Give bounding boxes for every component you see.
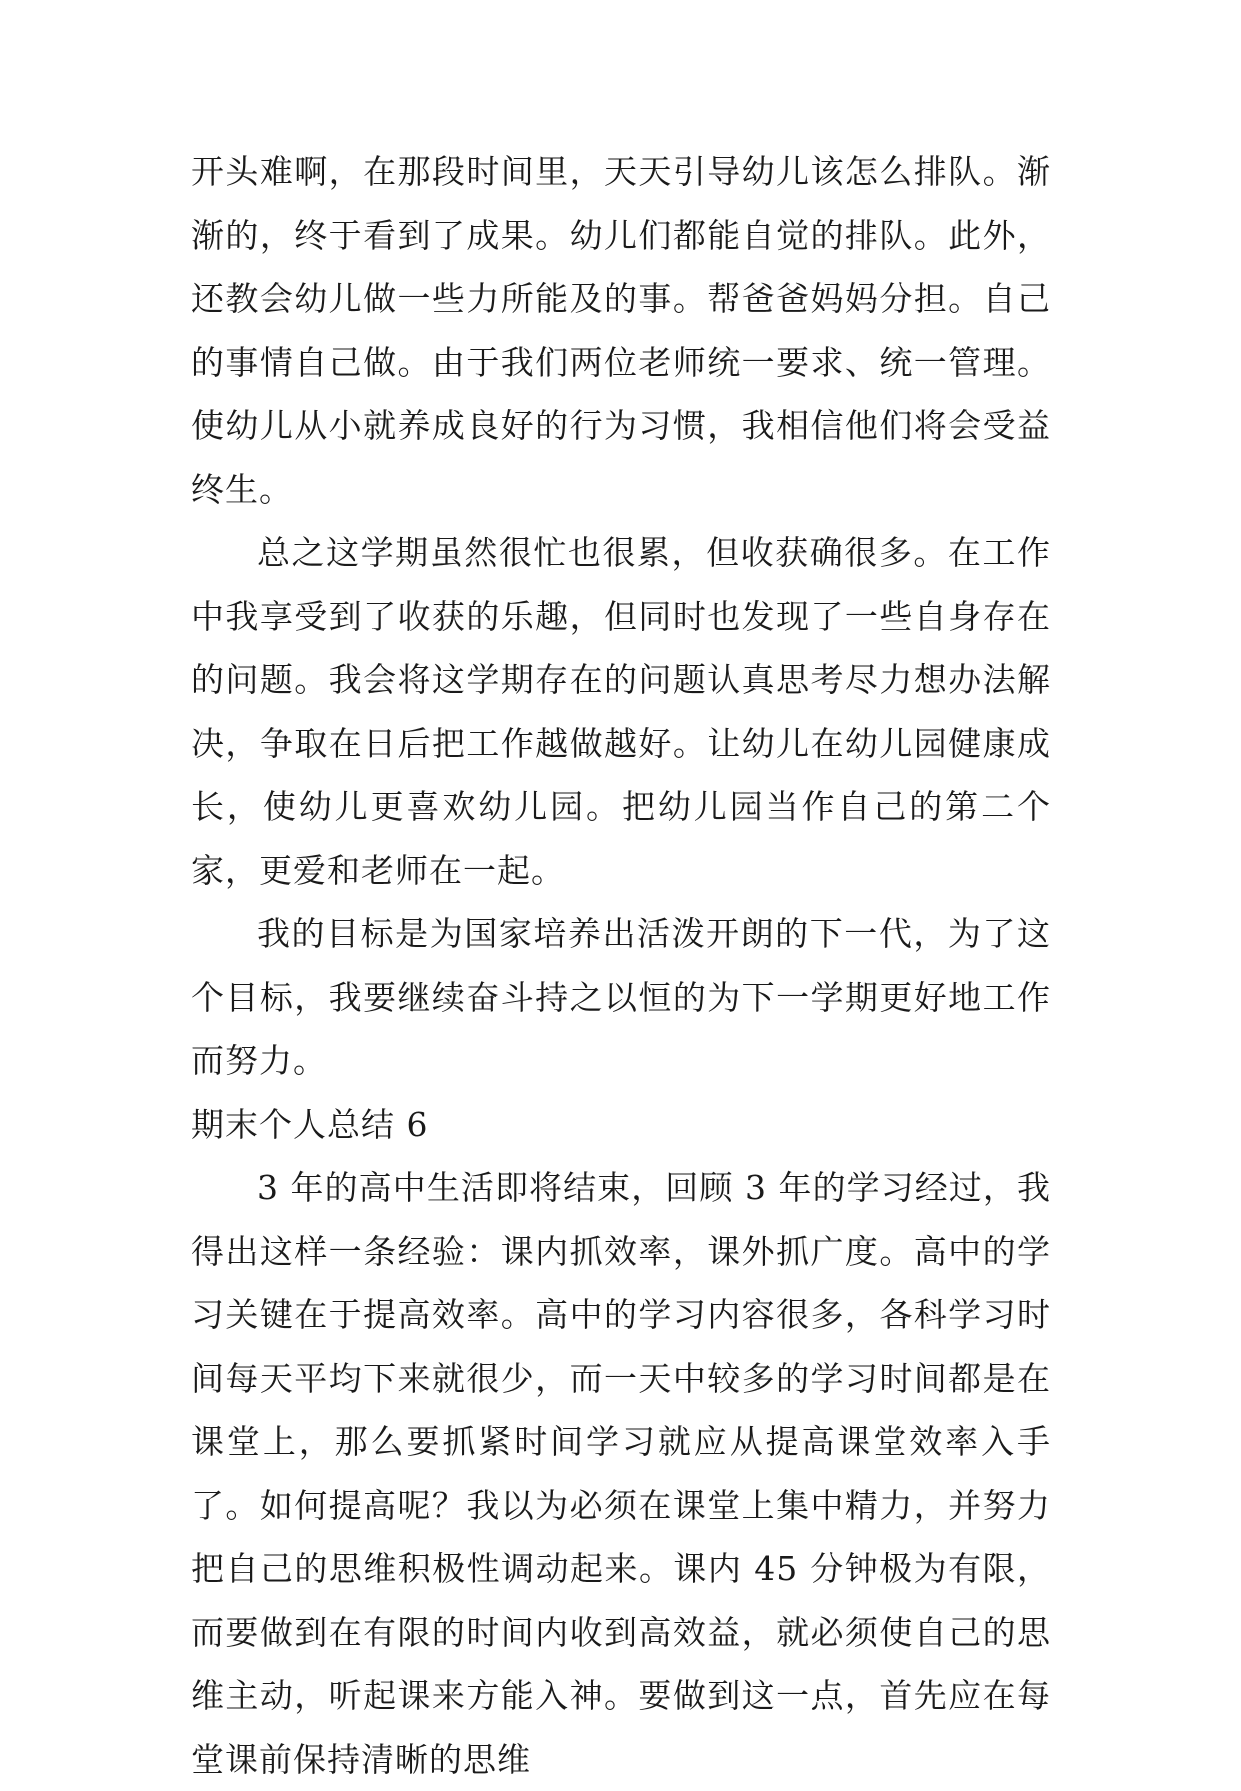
document-body [191, 140, 1051, 1791]
paragraph-continued: 开头难啊，在那段时间里，天天引导幼儿该怎么排队。渐渐的，终于看到了成果。幼儿们都能自觉的排队。此外，还教会幼儿做一些力所能及的事。帮爸爸妈妈分担。自己的事情自己做。由于我们两位老师统一要求、统一管理。使幼儿从小就养成良好的行为习惯，我相信他们将会受益终生。 [191, 152, 1051, 509]
paragraph-summary: 总之这学期虽然很忙也很累，但收获确很多。在工作中我享受到了收获的乐趣，但同时也发现了一些自身存在的问题。我会将这学期存在的问题认真思考尽力想办法解决，争取在日后把工作越做越好。让幼儿在幼儿园健康成长，使幼儿更喜欢幼儿园。把幼儿园当作自己的第二个家，更爱和老师在一起。 [191, 533, 1051, 890]
paragraph-goal: 我的目标是为国家培养出活泼开朗的下一代，为了这个目标，我要继续奋斗持之以恒的为下一学期更好地工作而努力。 [191, 914, 1051, 1080]
paragraph-section-intro: 3 年的高中生活即将结束，回顾 3 年的学习经过，我得出这样一条经验：课内抓效率，课外抓广度。高中的学习关键在于提高效率。高中的学习内容很多，各科学习时间每天平均下来就很少，而一天中较多的学习时间都是在课堂上，那么要抓紧时间学习就应从提高课堂效率入手了。如何提高呢？我以为必须在课堂上集中精力，并努力把自己的思维积极性调动起来。课内 45 分钟极为有限，而要做到在有限的时间内收到高效益，就必须使自己的思维主动，听起课来方能入神。要做到这一点，首先应在每堂课前保持清晰的思维 [191, 1168, 1051, 1779]
section-heading: 期末个人总结 6 [191, 1104, 429, 1144]
